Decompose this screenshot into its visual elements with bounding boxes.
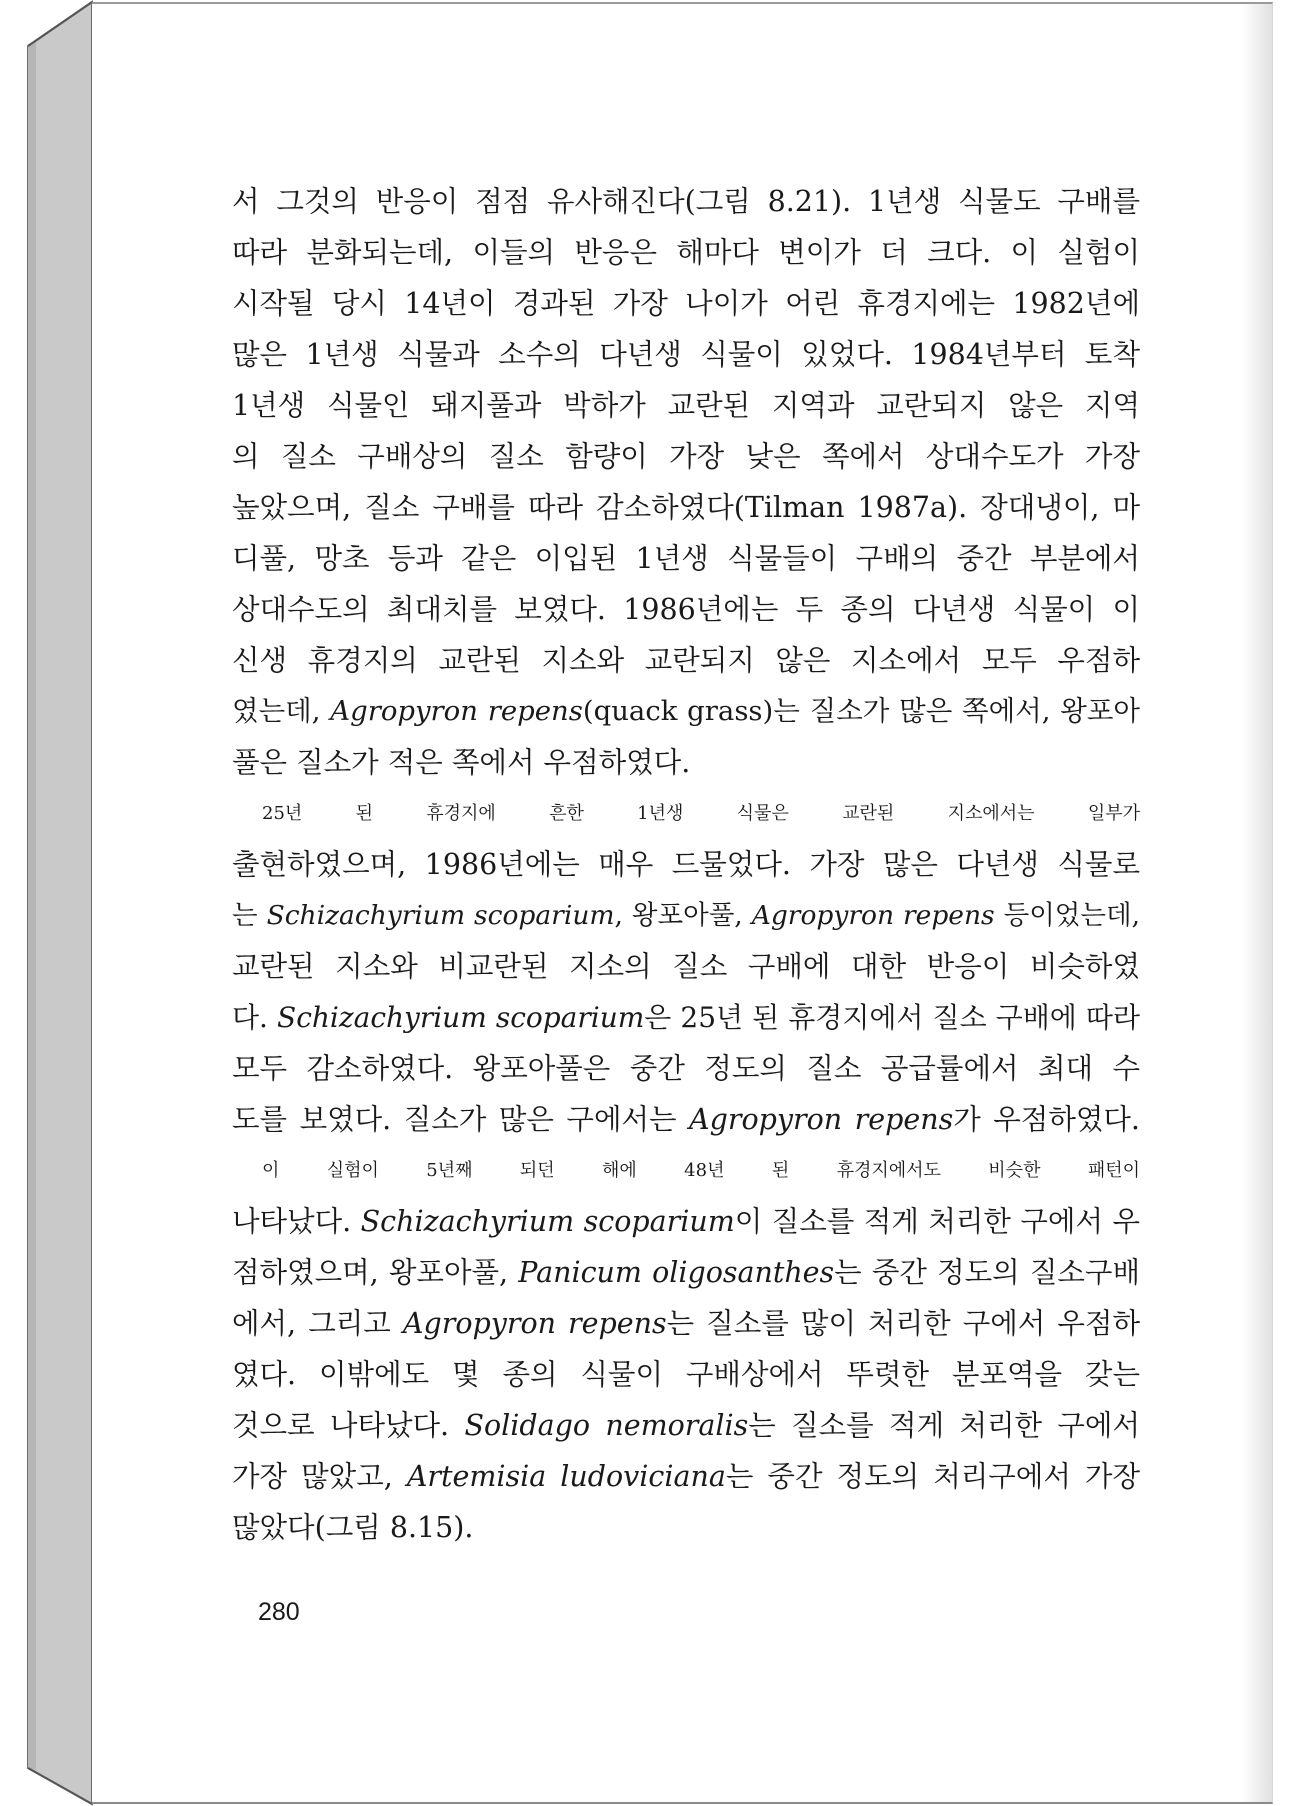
- text-line: 풀은 질소가 적은 쪽에서 우점하였다.: [232, 746, 691, 779]
- body-text: [232, 176, 1140, 1553]
- page-number: 280: [258, 1598, 300, 1626]
- text-line: 모두 감소하였다. 왕포아풀은 중간 정도의 질소 공급률에서 최대 수: [232, 1052, 1140, 1085]
- text-line: 디풀, 망초 등과 같은 이입된 1년생 식물들이 구배의 중간 부분에서: [232, 542, 1140, 575]
- text-line: 의 질소 구배상의 질소 함량이 가장 낮은 쪽에서 상대수도가 가장: [232, 440, 1140, 473]
- page-edge-shadow: [1242, 4, 1272, 1802]
- text-line: 많은 1년생 식물과 소수의 다년생 식물이 있었다. 1984년부터 토착: [232, 338, 1140, 371]
- text-line: 는 Schizachyrium scoparium, 왕포아풀, Agropyron repens 등이었는데,: [232, 900, 1141, 931]
- text-line: 25년 된 휴경지에 흔한 1년생 식물은 교란된 지소에서는 일부가: [262, 803, 1140, 824]
- text-line: 가장 많았고, Artemisia ludoviciana는 중간 정도의 처리구에서 가장: [232, 1460, 1140, 1493]
- text-line: 상대수도의 최대치를 보였다. 1986년에는 두 종의 다년생 식물이 이: [232, 593, 1140, 626]
- text-line: 였다. 이밖에도 몇 종의 식물이 구배상에서 뚜렷한 분포역을 갖는: [232, 1358, 1140, 1391]
- text-line: 다. Schizachyrium scoparium은 25년 된 휴경지에서 질소 구배에 따라: [232, 1001, 1140, 1034]
- text-line: 1년생 식물인 돼지풀과 박하가 교란된 지역과 교란되지 않은 지역: [232, 389, 1140, 422]
- text-line: 것으로 나타났다. Solidago nemoralis는 질소를 적게 처리한 구에서: [232, 1409, 1140, 1442]
- paragraph-2: [232, 788, 1140, 1145]
- text-line: 도를 보였다. 질소가 많은 구에서는 Agropyron repens가 우점하였다.: [232, 1103, 1140, 1136]
- text-line: 였는데, Agropyron repens(quack grass)는 질소가 많은 쪽에서, 왕포아: [232, 695, 1140, 727]
- text-line: 따라 분화되는데, 이들의 반응은 해마다 변이가 더 크다. 이 실험이: [232, 236, 1140, 269]
- text-line: 시작될 당시 14년이 경과된 가장 나이가 어린 휴경지에는 1982년에: [232, 287, 1140, 320]
- text-line: 에서, 그리고 Agropyron repens는 질소를 많이 처리한 구에서 우점하: [232, 1307, 1140, 1340]
- text-line: 출현하였으며, 1986년에는 매우 드물었다. 가장 많은 다년생 식물로: [232, 848, 1140, 881]
- text-line: 신생 휴경지의 교란된 지소와 교란되지 않은 지소에서 모두 우점하: [232, 644, 1140, 677]
- paragraph-1: [232, 176, 1140, 788]
- text-line: 서 그것의 반응이 점점 유사해진다(그림 8.21). 1년생 식물도 구배를: [232, 185, 1140, 218]
- text-line: 높았으며, 질소 구배를 따라 감소하였다(Tilman 1987a). 장대냉이, 마: [232, 491, 1140, 524]
- text-line: 이 실험이 5년째 되던 해에 48년 된 휴경지에서도 비슷한 패턴이: [262, 1160, 1140, 1181]
- text-line: 많았다(그림 8.15).: [232, 1511, 474, 1544]
- paragraph-3: [232, 1145, 1140, 1553]
- text-line: 교란된 지소와 비교란된 지소의 질소 구배에 대한 반응이 비슷하였: [232, 950, 1140, 983]
- text-line: 나타났다. Schizachyrium scoparium이 질소를 적게 처리한 구에서 우: [232, 1205, 1140, 1238]
- text-line: 점하였으며, 왕포아풀, Panicum oligosanthes는 중간 정도의 질소구배: [232, 1256, 1140, 1289]
